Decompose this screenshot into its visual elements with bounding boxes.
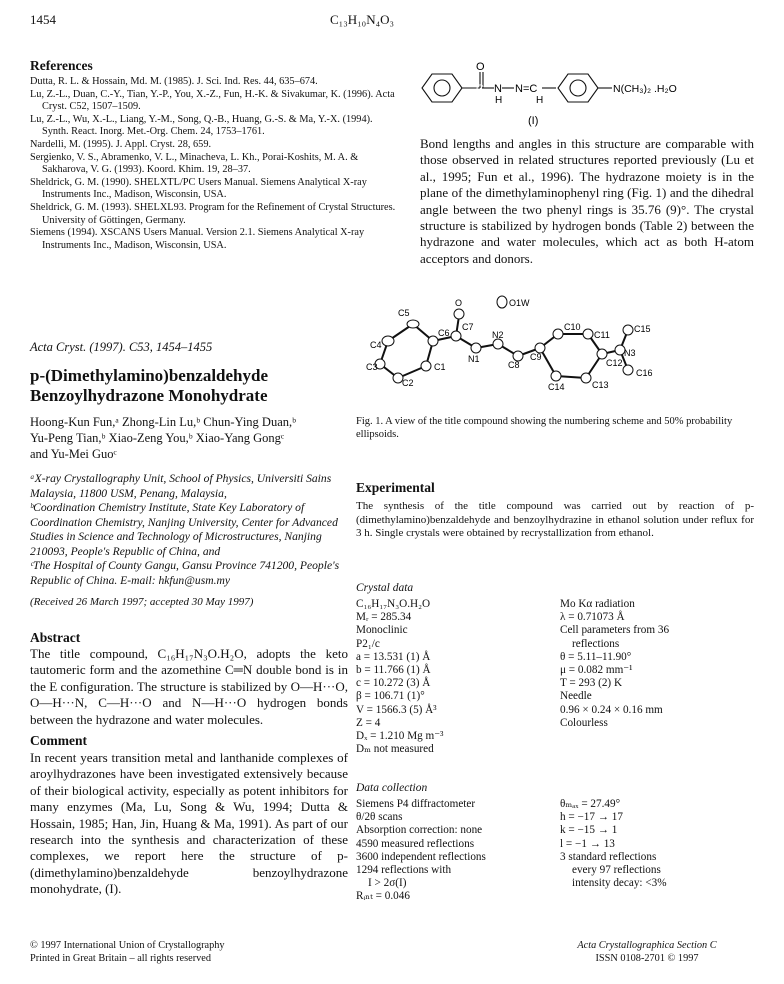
journal-reference: Acta Cryst. (1997). C53, 1454–1455 [30,340,213,354]
references-list [30,76,400,252]
crystal-data-item: V = 1566.3 (5) Å³ [356,703,437,716]
data-collection-item: 1294 reflections with [356,864,452,877]
crystal-data-item: Needle [560,690,592,703]
crystal-data-item: Colourless [560,716,608,729]
atom-label: C9 [530,352,542,362]
scheme-carbon: C [476,83,484,95]
atom-label: C5 [398,308,410,318]
crystal-data-item: Dₘ not measured [356,743,434,756]
atom-label: C7 [462,322,474,332]
affiliation: ᶜThe Hospital of County Gangu, Gansu Province 741200, People's Republic of China. E-mail: hkfun@usm.my [30,559,340,587]
scheme-h1: H [495,95,503,106]
reference-item: Lu, Z.-L., Wu, X.-L., Liang, Y.-M., Song, Q.-B., Huang, G.-S. & Ma, Y.-X. (1994). Synth. React. Inorg. Met.-Org. Chem. 24, 1753–1761. [30,113,373,138]
author-list [30,414,350,462]
abstract-heading: Abstract [30,630,81,645]
scheme-n1: N [494,83,502,95]
references-heading: References [30,58,93,73]
atom-label: C11 [594,330,610,340]
atom-label: C1 [434,362,446,372]
crystal-data-item: Mᵣ = 285.34 [356,611,412,624]
affiliation: ᵇCoordination Chemistry Institute, State Key Laboratory of Coordination Chemistry, Nanjing University, Center for Advanced Studies in Science and Technology of Microstructures, Nanjing 210093, People's Republic of China, and [30,501,338,558]
crystal-data-item: b = 11.766 (1) Å [356,664,431,677]
reference-item: Lu, Z.-L., Duan, C.-Y., Tian, Y.-P., You, X.-Z., Fun, H.-K. & Sivakumar, K. (1996). Acta Cryst. C52, 1507–1509. [30,88,395,113]
crystal-data-item: θ = 5.11–11.90° [560,650,632,663]
article-title: p-(Dimethylamino)benzaldehyde Benzoylhydrazone Monohydrate [30,366,268,405]
atom-label: O1W [509,298,530,308]
crystal-data-item: reflections [572,637,620,650]
data-collection-heading: Data collection [356,782,428,794]
abstract-text: The title compound, C₁₆H₁₇N₃O.H₂O, adopts the keto tautomeric form and the azomethine C═N double bond is in the E configuration. The structure is stabilized by O—H···O, O—H···N, C—H···O and N—H···O hydrogen bonds between the hydrazone and water molecules. [30,646,348,727]
atom-label: C15 [634,324,651,334]
running-formula: C₁₃H₁₀N₄O₃ [330,12,395,27]
data-collection-item: 3 standard reflections [560,850,657,863]
crystal-data-item: a = 13.531 (1) Å [356,650,431,663]
atom-label: C8 [508,360,520,370]
crystal-data-item: C₁₆H₁₇N₃O.H₂O [356,598,431,610]
experimental-heading: Experimental [356,480,435,495]
crystal-data-item: λ = 0.71073 Å [560,611,625,624]
reference-item: Siemens (1994). XSCANS Users Manual. Version 2.1. Siemens Analytical X-ray Instruments Inc., Madison, Wisconsin, USA. [30,227,365,251]
scheme-label: (I) [528,115,539,127]
page-number: 1454 [30,12,56,27]
issn-line: ISSN 0108-2701 © 1997 [595,952,699,964]
author-line: and Yu-Mei Guoᶜ [30,447,117,461]
data-collection-item: intensity decay: <3% [572,877,667,890]
journal-name: Acta Crystallographica Section C [577,940,717,951]
crystal-data-item: Mo Kα radiation [560,598,635,610]
atom-label: C13 [592,380,609,390]
footer-left [30,940,225,965]
crystal-data-item: Z = 4 [356,716,381,729]
data-collection-item: 4590 measured reflections [356,837,475,850]
affiliation: ᵃX-ray Crystallography Unit, School of Physics, Universiti Sains Malaysia, 11800 USM, Penang, Malaysia, [30,472,332,500]
atom-label: C12 [606,358,623,368]
scheme-h2: H [536,95,544,106]
crystal-data-right [560,598,669,730]
copyright-line: © 1997 International Union of Crystallography [30,940,225,951]
comment-text: In recent years transition metal and lanthanide complexes of aroylhydrazones have been investigated extensively because of their biological activity, especially as potent inhibitors for many enzymes (Ma, Lu, Song & Wu, 1994; Dutta & Hossain, 1985; Han, Jin, Huang & Ma, 1991). As part of our research into the synthesis and characterization of these complexes, we report here the structure of p-(dimethylamino)benzaldehyde benzoylhydrazone monohydrate, (I). [30,750,348,897]
crystal-data-item: 0.96 × 0.24 × 0.16 mm [560,703,663,716]
crystal-data-left [356,598,444,756]
reference-item: Nardelli, M. (1995). J. Appl. Cryst. 28, 659. [30,138,212,150]
chemical-scheme [420,60,750,130]
atom-label: C10 [564,322,581,332]
reference-item: Dutta, R. L. & Hossain, Md. M. (1985). J. Sci. Ind. Res. 44, 635–674. [30,76,318,87]
data-collection-item: 3600 independent reflections [356,850,486,863]
atom-label: N2 [492,330,504,340]
atom-label: N3 [624,348,636,358]
crystal-data-item: μ = 0.082 mm⁻¹ [560,664,633,677]
comment-continued: Bond lengths and angles in this structure are comparable with those observed in related structures reported previously (Lu et al., 1995; Fun et al., 1996). The hydrazone moiety is in the plane of the dimethylaminophenyl ring (Fig. 1) and the dihedral angle between the two phenyl rings is 35.76 (9)°. The crystal structure is stabilized by hydrogen bonds (Table 2) between the hydrazone and water molecules, which act as both H-atom acceptors and donors. [420,136,754,266]
scheme-oxygen: O [476,61,485,73]
atom-label: C2 [402,378,414,388]
figure-caption: Fig. 1. A view of the title compound showing the numbering scheme and 50% probability ellipsoids. [356,416,733,440]
crystal-data-item: β = 106.71 (1)° [356,690,425,703]
data-collection-item: h = −17 → 17 [560,811,623,824]
atom-label: C6 [438,328,450,338]
experimental-text: The synthesis of the title compound was carried out by reaction of p-(dimethylamino)benzaldehyde and benzoylhydrazine in ethanol solution under reflux for 3 h. Single crystals were obtained by recrystallization from ethanol. [356,500,754,539]
data-collection-item: k = −15 → 1 [560,824,618,837]
data-collection-item: θₘₐₓ = 27.49° [560,798,621,810]
data-collection-item: θ/2θ scans [356,811,403,824]
data-collection-right [560,798,667,890]
data-collection-item: Siemens P4 diffractometer [356,798,476,810]
scheme-right-group: N(CH₃)₂ .H₂O [613,83,677,95]
data-collection-item: Rᵢₙₜ = 0.046 [356,890,410,903]
reference-item: Sergienko, V. S., Abramenko, V. L., Minacheva, L. Kh., Porai-Koshits, M. A. & Sakharova, V. G. (1993). Koord. Khim. 19, 28–37. [30,151,359,176]
affiliations [30,472,346,588]
author-line: Hoong-Kun Fun,ᵃ Zhong-Lin Lu,ᵇ Chun-Ying Duan,ᵇ [30,415,297,429]
data-collection-item: I > 2σ(I) [368,877,407,890]
received-dates: (Received 26 March 1997; accepted 30 May 1997) [30,596,254,608]
printed-line: Printed in Great Britain – all rights reserved [30,952,212,964]
reference-item: Sheldrick, G. M. (1993). SHELXL93. Program for the Refinement of Crystal Structures. University of Göttingen, Germany. [30,201,396,226]
atom-label: N1 [468,354,480,364]
data-collection-item: Absorption correction: none [356,824,483,837]
atom-label: C4 [370,340,382,350]
author-line: Yu-Peng Tian,ᵇ Xiao-Zeng You,ᵇ Xiao-Yang Gongᶜ [30,431,285,445]
crystal-data-item: Monoclinic [356,624,408,637]
data-collection-left [356,798,486,904]
crystal-data-item: P2₁/c [356,637,380,650]
crystal-data-heading: Crystal data [356,582,414,594]
crystal-data-item: c = 10.272 (3) Å [356,677,431,690]
crystal-data-item: Cell parameters from 36 [560,624,670,637]
crystal-data-item: Dₓ = 1.210 Mg m⁻³ [356,730,444,743]
data-collection-item: l = −1 → 13 [560,837,615,850]
scheme-n2: N=C [515,83,538,95]
ortep-figure [358,286,758,406]
atom-label: O [455,298,463,308]
atom-label: C3 [366,362,378,372]
crystal-data-item: T = 293 (2) K [560,677,623,690]
atom-label: C16 [636,368,653,378]
comment-heading: Comment [30,733,87,748]
footer-right [540,940,754,965]
reference-item: Sheldrick, G. M. (1990). SHELXTL/PC Users Manual. Siemens Analytical X-ray Instruments Inc., Madison, Wisconsin, USA. [30,176,367,201]
data-collection-item: every 97 reflections [572,864,661,877]
atom-label: C14 [548,382,565,392]
